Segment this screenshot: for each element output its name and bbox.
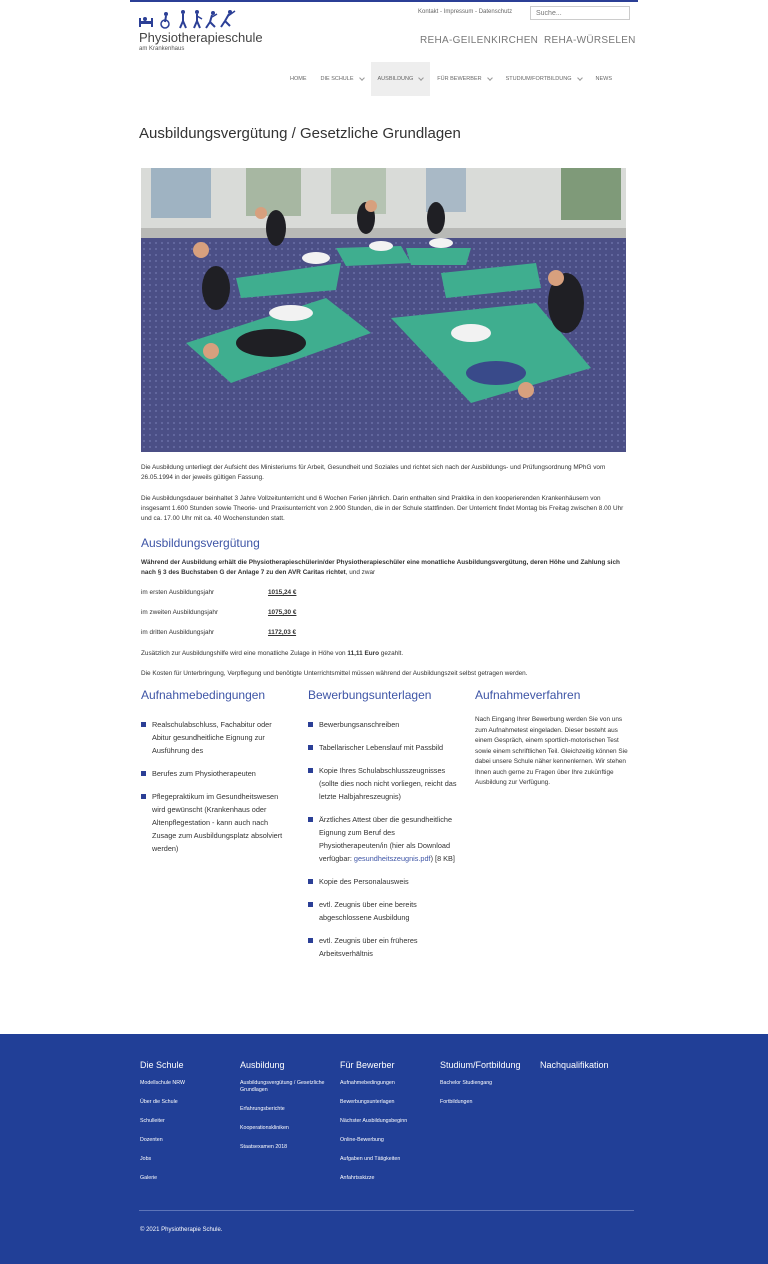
nav-news-label: NEWS xyxy=(595,76,612,82)
pay-row-year-2 xyxy=(141,609,297,616)
logo-figures-icon xyxy=(139,9,269,29)
aufnahmebedingungen-heading: Aufnahmebedingungen xyxy=(141,688,266,702)
list-item: Berufes zum Physiotherapeuten xyxy=(141,767,291,780)
attest-size: ) [8 KB] xyxy=(430,854,455,863)
pay-label: im ersten Ausbildungsjahr xyxy=(141,589,215,596)
zulage-amount: 11,11 Euro xyxy=(347,650,380,657)
list-item: Kopie des Personalausweis xyxy=(308,875,458,888)
nav-studium-label: STUDIUM/FORTBILDUNG xyxy=(505,76,572,82)
footer-heading: Die Schule xyxy=(140,1060,184,1070)
list-item: evtl. Zeugnis über ein früheres Arbeitsverhältnis xyxy=(308,934,458,960)
nav-home-label: HOME xyxy=(290,76,307,82)
search-input[interactable] xyxy=(530,6,630,20)
footer-link[interactable]: Bachelor Studiengang xyxy=(440,1080,493,1086)
footer xyxy=(0,1034,768,1264)
pay-label: im dritten Ausbildungsjahr xyxy=(141,629,215,636)
bewerbungsunterlagen-section xyxy=(308,688,458,970)
footer-link[interactable]: Jobs xyxy=(140,1156,152,1162)
verguetung-lead xyxy=(141,558,631,578)
footer-link[interactable]: Aufnahmebedingungen xyxy=(340,1080,395,1086)
site-link-wuerselen[interactable]: REHA-WÜRSELEN xyxy=(544,35,636,46)
footer-link[interactable]: Staatsexamen 2018 xyxy=(240,1144,288,1150)
logo-subtitle: am Krankenhaus xyxy=(139,46,185,52)
footer-link[interactable]: Online-Bewerbung xyxy=(340,1137,384,1143)
footer-link[interactable]: Schulleiter xyxy=(140,1118,165,1124)
bewerbungsunterlagen-list xyxy=(308,718,458,960)
intro-paragraph-1: Die Ausbildung unterliegt der Aufsicht des Ministeriums für Arbeit, Gesundheit und Soziales und richtet sich nach der Ausbildungs- und Prüfungsordnung MPhG vom 26.05.1994 in der jeweils gültigen Fassung. xyxy=(141,464,606,481)
footer-heading: Für Bewerber xyxy=(340,1060,395,1070)
list-item: evtl. Zeugnis über eine bereits abgeschlossene Ausbildung xyxy=(308,898,458,924)
footer-heading: Studium/Fortbildung xyxy=(440,1060,521,1070)
list-item: Kopie Ihres Schulabschlusszeugnisses (sollte dies noch nicht vorliegen, reicht das letzte Halbjahreszeugnis) xyxy=(308,764,458,803)
nav-ausbildung[interactable] xyxy=(371,62,431,96)
zulage-post: gezahlt. xyxy=(379,650,404,657)
list-item: Bewerbungsanschreiben xyxy=(308,718,458,731)
kontakt-link[interactable]: Kontakt xyxy=(418,9,439,15)
kosten-paragraph: Die Kosten für Unterbringung, Verpflegung und benötigte Unterrichtsmittel müssen während der Ausbildungszeit selbst getragen werden. xyxy=(141,670,528,677)
hero-photo xyxy=(141,168,626,452)
pay-row-year-1 xyxy=(141,589,297,596)
chevron-down-icon xyxy=(577,75,583,81)
aufnahmeverfahren-heading: Aufnahmeverfahren xyxy=(475,688,581,702)
footer-heading: Nachqualifikation xyxy=(540,1060,609,1070)
nav-fuer-bewerber-label: FÜR BEWERBER xyxy=(437,76,482,82)
pay-row-year-3 xyxy=(141,629,297,636)
bewerbungsunterlagen-heading: Bewerbungsunterlagen xyxy=(308,688,432,702)
attest-text: Ärztliches Attest über die gesundheitliche Eignung zum Beruf des Physiotherapeuten/in (hier als Download verfügbar: xyxy=(319,815,453,863)
footer-heading: Ausbildung xyxy=(240,1060,285,1070)
download-link[interactable]: gesundheitszeugnis.pdf xyxy=(353,854,431,863)
pay-value: 1172,03 € xyxy=(268,629,297,636)
nav-fuer-bewerber[interactable] xyxy=(430,62,498,96)
footer-column-nachqualifikation xyxy=(540,1060,635,1080)
list-item: Realschulabschluss, Fachabitur oder Abitur gesundheitliche Eignung zur Ausführung des xyxy=(141,718,291,757)
pay-label: im zweiten Ausbildungsjahr xyxy=(141,609,219,616)
nav-home[interactable] xyxy=(283,62,314,96)
nav-die-schule[interactable] xyxy=(314,62,371,96)
footer-column-studium xyxy=(440,1060,535,1118)
verguetung-lead-bold: Während der Ausbildung erhält die Physiotherapieschülerin/der Physiotherapieschüler eine monatliche Ausbildungsvergütung, deren Höhe und Zahlung sich nach § 3 des Buchstaben G der Anlage 7 zu den AVR Caritas richtet xyxy=(141,559,620,576)
footer-link[interactable]: Galerie xyxy=(140,1175,158,1181)
main-navigation xyxy=(283,62,619,96)
footer-link[interactable]: Kooperationskliniken xyxy=(240,1125,289,1131)
logo[interactable] xyxy=(139,9,269,57)
footer-column-ausbildung xyxy=(240,1060,330,1163)
site-link-geilenkirchen[interactable]: REHA-GEILENKIRCHEN xyxy=(420,35,539,46)
verguetung-lead-rest: , und zwar xyxy=(345,569,376,576)
top-links xyxy=(418,9,512,15)
aufnahmebedingungen-section xyxy=(141,688,291,865)
footer-link[interactable]: Über die Schule xyxy=(140,1099,178,1105)
list-item: Pflegepraktikum im Gesundheitswesen wird gewünscht (Krankenhaus oder Altenpflegestation - kann auch nach Zusage zum Ausbildungsplatz absolviert werden) xyxy=(141,790,291,855)
footer-link[interactable]: Fortbildungen xyxy=(440,1099,473,1105)
nav-die-schule-label: DIE SCHULE xyxy=(320,76,354,82)
footer-link[interactable]: Anfahrtsskizze xyxy=(340,1175,375,1181)
link-separator: - xyxy=(475,9,479,15)
intro-paragraph-2: Die Ausbildungsdauer beinhaltet 3 Jahre Vollzeitunterricht und 6 Wochen Ferien jährlich. Darin enthalten sind Praktika in den kooperierenden Krankenhäusern von insgesamt 1.600 Stunden sowie Theorie- und Praxisunterricht von 2.900 Stunden, die in der Schule stattfinden. Der Unterricht findet Montag bis Freitag zwischen 8.00 Uhr und ca. 17.00 Uhr mit ca. 40 Wochenstunden statt. xyxy=(141,495,624,522)
zulage-paragraph xyxy=(141,649,631,659)
logo-title: Physiotherapieschule xyxy=(139,30,263,45)
aufnahmeverfahren-text: Nach Eingang Ihrer Bewerbung werden Sie von uns zum Aufnahmetest eingeladen. Dieser besteht aus einem Gespräch, einem sportlich-motorischen Test sowie einem schriftlichen Teil. Gleichzeitig können Sie dabei unsere Schule näher kennenlernen. Wir stehen Ihnen auch gerne zu Fragen über Ihre zukünftige Ausbildung zur Verfügung. xyxy=(475,716,628,786)
page-title: Ausbildungsvergütung / Gesetzliche Grundlagen xyxy=(139,125,461,142)
footer-link[interactable]: Dozenten xyxy=(140,1137,163,1143)
footer-link[interactable]: Ausbildungsvergütung / Gesetzliche Grundlagen xyxy=(240,1080,325,1093)
footer-divider xyxy=(139,1210,634,1211)
footer-link[interactable]: Modellschule NRW xyxy=(140,1080,185,1086)
footer-link[interactable]: Nächster Ausbildungsbeginn xyxy=(340,1118,408,1124)
chevron-down-icon xyxy=(418,75,424,81)
nav-news[interactable] xyxy=(589,62,620,96)
list-item: Tabellarischer Lebenslauf mit Passbild xyxy=(308,741,458,754)
pay-value: 1015,24 € xyxy=(268,589,297,596)
datenschutz-link[interactable]: Datenschutz xyxy=(478,9,513,15)
footer-link[interactable]: Bewerbungsunterlagen xyxy=(340,1099,395,1105)
nav-ausbildung-label: AUSBILDUNG xyxy=(377,76,414,82)
verguetung-heading: Ausbildungsvergütung xyxy=(141,536,260,550)
list-item-attest xyxy=(308,813,458,865)
footer-link[interactable]: Aufgaben und Tätigkeiten xyxy=(340,1156,401,1162)
aufnahmebedingungen-list xyxy=(141,718,291,855)
aufnahmeverfahren-section xyxy=(475,688,635,789)
footer-column-die-schule xyxy=(140,1060,230,1194)
impressum-link[interactable]: Impressum xyxy=(443,9,474,15)
zulage-pre: Zusätzlich zur Ausbildungshilfe wird eine monatliche Zulage in Höhe von xyxy=(141,650,348,657)
link-separator: - xyxy=(440,9,444,15)
nav-studium-fortbildung[interactable] xyxy=(499,62,589,96)
chevron-down-icon xyxy=(359,75,365,81)
chevron-down-icon xyxy=(487,75,493,81)
footer-column-fuer-bewerber xyxy=(340,1060,430,1194)
copyright: © 2021 Physiotherapie Schule. xyxy=(140,1227,223,1233)
pay-value: 1075,30 € xyxy=(268,609,297,616)
footer-link[interactable]: Erfahrungsberichte xyxy=(240,1106,285,1112)
top-accent-line xyxy=(130,0,638,2)
